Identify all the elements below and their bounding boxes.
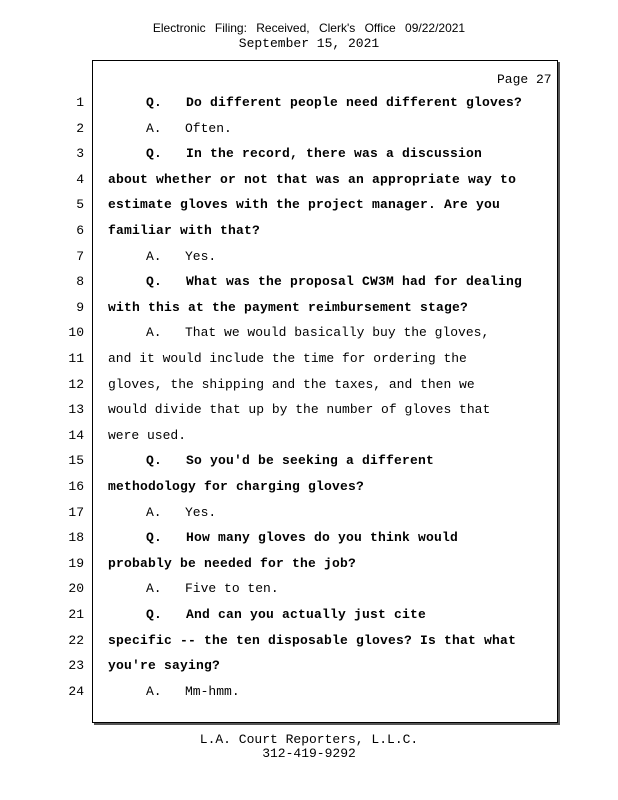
transcript-line (0, 554, 618, 574)
question-text: specific -- the ten disposable gloves? Is that what (108, 632, 517, 648)
line-number: 8 (76, 274, 84, 290)
line-number: 15 (68, 453, 84, 469)
line-number: 14 (68, 427, 84, 443)
line-number: 7 (76, 248, 84, 264)
line-number: 5 (76, 197, 84, 213)
transcript-line (0, 349, 618, 369)
line-number: 9 (76, 299, 84, 315)
question-text: Q. And can you actually just cite (146, 607, 427, 622)
transcript-line (0, 247, 618, 267)
transcript-line (0, 656, 618, 676)
answer-text: A. Yes. (146, 504, 217, 520)
transcript-line (0, 119, 618, 139)
line-number: 3 (76, 146, 84, 162)
transcript-line (0, 682, 618, 702)
question-text: you're saying? (108, 658, 221, 674)
question-text: Q. Do different people need different gloves? (146, 95, 523, 110)
line-number: 24 (68, 683, 84, 699)
line-number: 4 (76, 171, 84, 187)
transcript-line (0, 631, 618, 651)
transcript-line (0, 426, 618, 446)
question-text: probably be needed for the job? (108, 555, 357, 571)
answer-text: were used. (108, 427, 187, 443)
transcript-line (0, 528, 618, 548)
line-number: 12 (68, 376, 84, 392)
answer-text: A. Five to ten. (146, 581, 279, 597)
line-number: 6 (76, 223, 84, 238)
transcript-line (0, 144, 618, 164)
question-text: Q. How many gloves do you think would (146, 530, 459, 546)
line-number: 16 (68, 479, 84, 494)
question-text: methodology for charging gloves? (108, 479, 365, 494)
question-text: estimate gloves with the project manager. Are you (108, 197, 501, 213)
line-number: 23 (68, 658, 84, 674)
question-text: Q. What was the proposal CW3M had for dealing (146, 274, 523, 290)
transcript-line (0, 375, 618, 395)
answer-text: gloves, the shipping and the taxes, and then we (108, 376, 475, 392)
line-number: 1 (76, 95, 84, 110)
transcript-line (0, 323, 618, 343)
transcript-line (0, 195, 618, 215)
answer-text: would divide that up by the number of gloves that (108, 402, 491, 418)
transcript-line (0, 503, 618, 523)
answer-text: A. That we would basically buy the gloves, (146, 325, 490, 341)
line-number: 21 (68, 607, 84, 622)
court-reporter-name: L.A. Court Reporters, L.L.C. (199, 732, 419, 747)
answer-text: A. Mm-hmm. (146, 683, 240, 699)
transcript-line (0, 170, 618, 190)
question-text: about whether or not that was an appropriate way to (108, 171, 517, 187)
transcript-line (0, 298, 618, 318)
transcript-line (0, 579, 618, 599)
page-number: Page 27 (497, 72, 552, 87)
transcript-date: September 15, 2021 (238, 36, 380, 51)
transcript-line (0, 272, 618, 292)
line-number: 11 (68, 351, 84, 366)
line-number: 17 (68, 504, 84, 520)
transcript-line (0, 400, 618, 420)
footer (0, 733, 618, 761)
answer-text: A. Often. (146, 120, 232, 136)
answer-text: and it would include the time for ordering the (108, 351, 467, 366)
line-number: 19 (68, 555, 84, 571)
question-text: familiar with that? (108, 223, 261, 238)
transcript-line (0, 93, 618, 113)
line-number: 22 (68, 632, 84, 648)
line-number: 10 (68, 325, 84, 341)
line-number: 18 (68, 530, 84, 546)
transcript-line (0, 221, 618, 241)
transcript-line (0, 605, 618, 625)
transcript-line (0, 477, 618, 497)
line-number: 2 (76, 120, 84, 136)
question-text: with this at the payment reimbursement stage? (108, 299, 469, 315)
question-text: Q. So you'd be seeking a different (146, 453, 435, 469)
court-reporter-phone: 312-419-9292 (262, 746, 356, 761)
line-number: 13 (68, 402, 84, 418)
filing-stamp: Electronic Filing: Received, Clerk's Office 09/22/2021 (152, 21, 466, 35)
answer-text: A. Yes. (146, 248, 217, 264)
line-number: 20 (68, 581, 84, 597)
question-text: Q. In the record, there was a discussion (146, 146, 483, 162)
transcript-line (0, 451, 618, 471)
